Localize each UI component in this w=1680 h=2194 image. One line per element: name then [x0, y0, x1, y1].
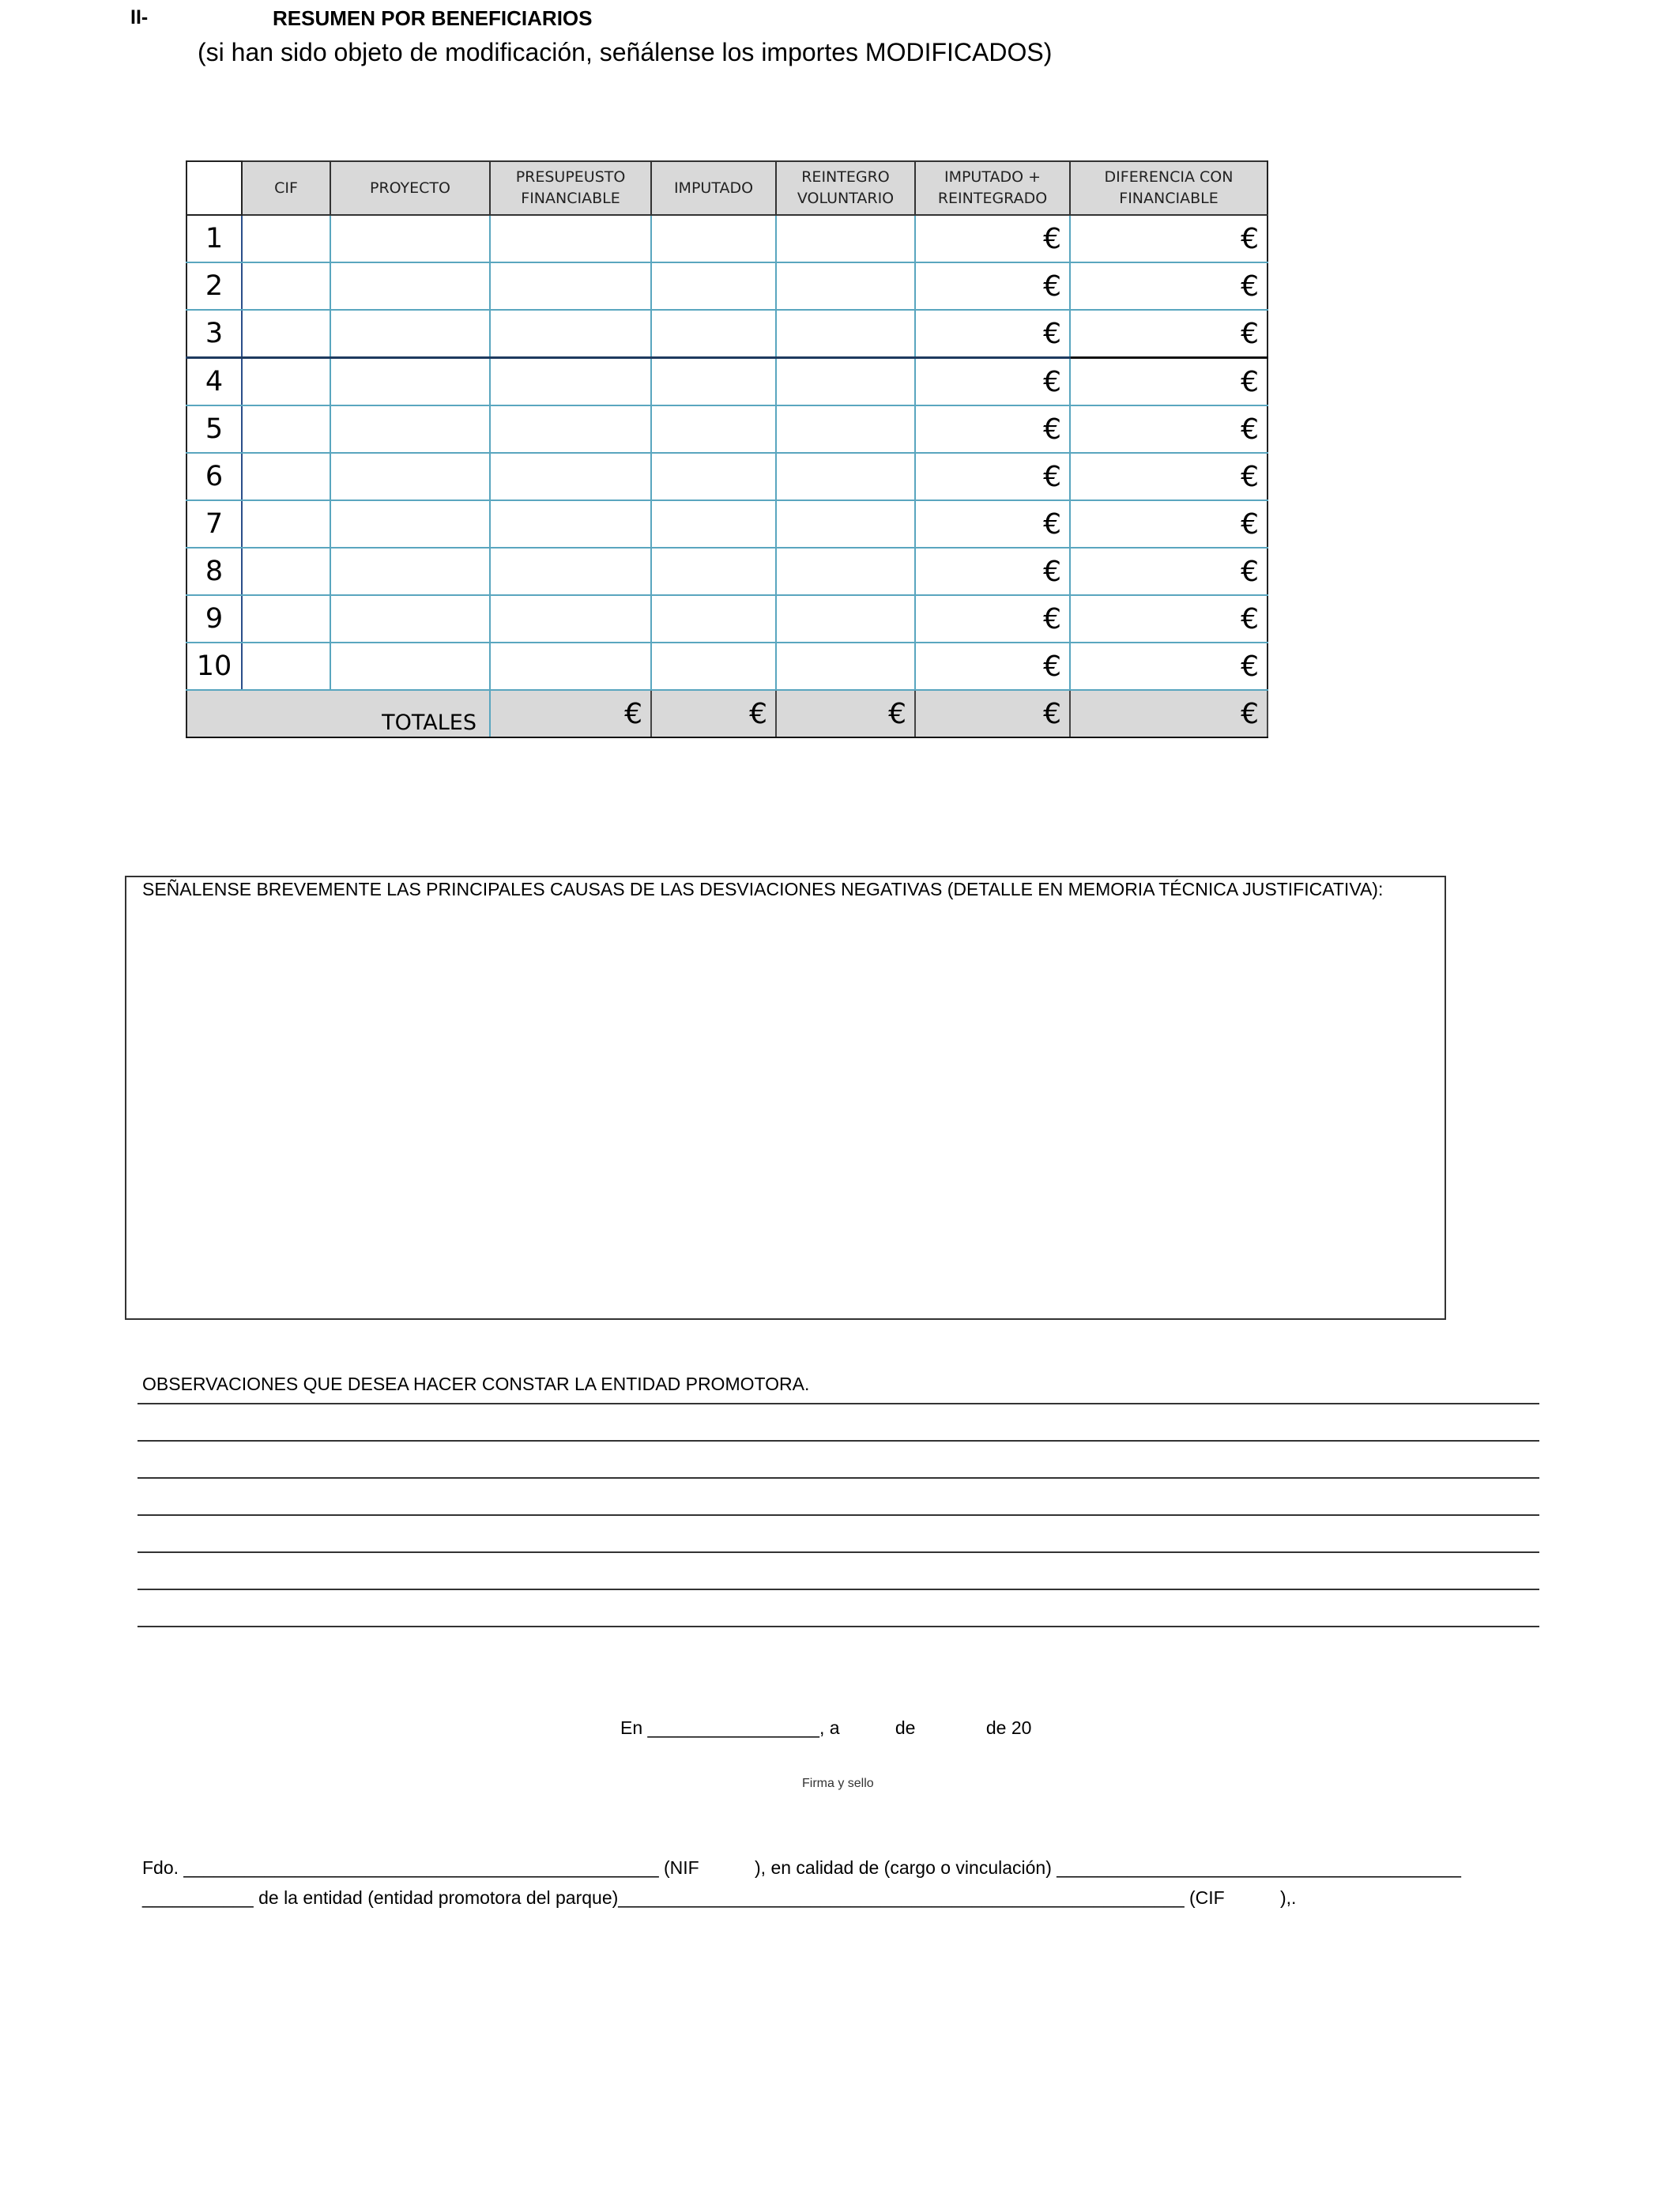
reintegro-cell[interactable] [776, 262, 915, 310]
presupuesto-cell[interactable] [490, 215, 651, 262]
diferencia-cell[interactable]: € [1070, 500, 1268, 548]
row-number: 2 [186, 262, 242, 310]
total-imputado-reintegrado[interactable]: € [915, 690, 1070, 737]
section-subtitle: (si han sido objeto de modificación, señálense los importes MODIFICADOS) [198, 38, 1053, 66]
column-header-imputado-reintegrado: IMPUTADO + REINTEGRADO [915, 161, 1070, 215]
proyecto-cell[interactable] [330, 215, 490, 262]
proyecto-cell[interactable] [330, 500, 490, 548]
proyecto-cell[interactable] [330, 358, 490, 406]
row-number: 6 [186, 453, 242, 500]
table-row [186, 548, 1268, 595]
table-row [186, 595, 1268, 643]
imputado-reintegrado-cell[interactable]: € [915, 500, 1070, 548]
row-number: 5 [186, 405, 242, 453]
reintegro-cell[interactable] [776, 643, 915, 690]
observations-line[interactable] [137, 1440, 1539, 1442]
totals-row [186, 690, 1268, 737]
proyecto-cell[interactable] [330, 595, 490, 643]
reintegro-cell[interactable] [776, 405, 915, 453]
cif-cell[interactable] [242, 453, 330, 500]
column-header-cif: CIF [242, 161, 330, 215]
imputado-reintegrado-cell[interactable]: € [915, 453, 1070, 500]
imputado-cell[interactable] [651, 453, 776, 500]
table-row [186, 358, 1268, 406]
reintegro-cell[interactable] [776, 453, 915, 500]
reintegro-cell[interactable] [776, 215, 915, 262]
causes-textbox[interactable] [125, 876, 1446, 1320]
entity-line[interactable]: ___________ de la entidad (entidad promotora del parque)________________________________________________________ (CIF ),. [142, 1887, 1297, 1908]
cif-cell[interactable] [242, 358, 330, 406]
imputado-cell[interactable] [651, 405, 776, 453]
section-number: II- [130, 6, 149, 28]
presupuesto-cell[interactable] [490, 453, 651, 500]
row-number: 4 [186, 358, 242, 406]
presupuesto-cell[interactable] [490, 405, 651, 453]
diferencia-cell[interactable]: € [1070, 215, 1268, 262]
imputado-reintegrado-cell[interactable]: € [915, 548, 1070, 595]
row-number: 1 [186, 215, 242, 262]
presupuesto-cell[interactable] [490, 310, 651, 358]
cif-cell[interactable] [242, 215, 330, 262]
observations-line[interactable] [137, 1589, 1539, 1590]
table-row [186, 453, 1268, 500]
presupuesto-cell[interactable] [490, 262, 651, 310]
column-header-imputado: IMPUTADO [651, 161, 776, 215]
total-imputado[interactable]: € [651, 690, 776, 737]
imputado-cell[interactable] [651, 358, 776, 406]
row-number: 3 [186, 310, 242, 358]
total-presupuesto[interactable]: € [490, 690, 651, 737]
column-header-index [186, 161, 242, 215]
causes-label: SEÑALENSE BREVEMENTE LAS PRINCIPALES CAUSAS DE LAS DESVIACIONES NEGATIVAS (DETALLE EN MEMORIA TÉCNICA JUSTIFICATIVA): [142, 879, 1384, 899]
diferencia-cell[interactable]: € [1070, 643, 1268, 690]
observations-line[interactable] [137, 1477, 1539, 1479]
column-header-diferencia: DIFERENCIA CON FINANCIABLE [1070, 161, 1268, 215]
signatory-line[interactable]: Fdo. _______________________________________________ (NIF ), en calidad de (cargo o vinculación) ________________________________________ [142, 1857, 1461, 1878]
imputado-reintegrado-cell[interactable]: € [915, 643, 1070, 690]
diferencia-cell[interactable]: € [1070, 358, 1268, 406]
totals-label: TOTALES [186, 690, 490, 737]
reintegro-cell[interactable] [776, 548, 915, 595]
table-row [186, 500, 1268, 548]
imputado-reintegrado-cell[interactable]: € [915, 358, 1070, 406]
imputado-reintegrado-cell[interactable]: € [915, 310, 1070, 358]
imputado-reintegrado-cell[interactable]: € [915, 405, 1070, 453]
diferencia-cell[interactable]: € [1070, 453, 1268, 500]
table-row [186, 262, 1268, 310]
presupuesto-cell[interactable] [490, 643, 651, 690]
imputado-reintegrado-cell[interactable]: € [915, 215, 1070, 262]
imputado-cell[interactable] [651, 643, 776, 690]
imputado-cell[interactable] [651, 548, 776, 595]
cif-cell[interactable] [242, 262, 330, 310]
presupuesto-cell[interactable] [490, 595, 651, 643]
table-row [186, 643, 1268, 690]
observations-line[interactable] [137, 1514, 1539, 1516]
imputado-cell[interactable] [651, 310, 776, 358]
proyecto-cell[interactable] [330, 405, 490, 453]
table-row [186, 405, 1268, 453]
cif-cell[interactable] [242, 643, 330, 690]
imputado-cell[interactable] [651, 595, 776, 643]
cif-cell[interactable] [242, 310, 330, 358]
table-row [186, 215, 1268, 262]
imputado-reintegrado-cell[interactable]: € [915, 595, 1070, 643]
column-header-proyecto: PROYECTO [330, 161, 490, 215]
diferencia-cell[interactable]: € [1070, 405, 1268, 453]
beneficiaries-table [186, 160, 1268, 738]
observations-line[interactable] [137, 1403, 1539, 1404]
observations-line[interactable] [137, 1551, 1539, 1553]
proyecto-cell[interactable] [330, 643, 490, 690]
section-title: RESUMEN POR BENEFICIARIOS [273, 6, 593, 30]
imputado-cell[interactable] [651, 500, 776, 548]
column-header-reintegro: REINTEGRO VOLUNTARIO [776, 161, 915, 215]
cif-cell[interactable] [242, 405, 330, 453]
diferencia-cell[interactable]: € [1070, 595, 1268, 643]
proyecto-cell[interactable] [330, 310, 490, 358]
proyecto-cell[interactable] [330, 262, 490, 310]
table-row [186, 310, 1268, 358]
cif-cell[interactable] [242, 548, 330, 595]
presupuesto-cell[interactable] [490, 548, 651, 595]
reintegro-cell[interactable] [776, 500, 915, 548]
observations-label: OBSERVACIONES QUE DESEA HACER CONSTAR LA ENTIDAD PROMOTORA. [142, 1374, 810, 1394]
table-header-row [186, 161, 1268, 215]
reintegro-cell[interactable] [776, 595, 915, 643]
cif-cell[interactable] [242, 500, 330, 548]
row-number: 9 [186, 595, 242, 643]
total-diferencia[interactable]: € [1070, 690, 1268, 737]
reintegro-cell[interactable] [776, 310, 915, 358]
presupuesto-cell[interactable] [490, 358, 651, 406]
proyecto-cell[interactable] [330, 548, 490, 595]
column-header-presupuesto: PRESUPEUSTO FINANCIABLE [490, 161, 651, 215]
observations-line[interactable] [137, 1626, 1539, 1627]
diferencia-cell[interactable]: € [1070, 548, 1268, 595]
presupuesto-cell[interactable] [490, 500, 651, 548]
imputado-cell[interactable] [651, 215, 776, 262]
total-reintegro[interactable]: € [776, 690, 915, 737]
diferencia-cell[interactable]: € [1070, 262, 1268, 310]
imputado-reintegrado-cell[interactable]: € [915, 262, 1070, 310]
imputado-cell[interactable] [651, 262, 776, 310]
row-number: 10 [186, 643, 242, 690]
cif-cell[interactable] [242, 595, 330, 643]
row-number: 7 [186, 500, 242, 548]
proyecto-cell[interactable] [330, 453, 490, 500]
diferencia-cell[interactable]: € [1070, 310, 1268, 358]
reintegro-cell[interactable] [776, 358, 915, 406]
signature-stamp-label: Firma y sello [802, 1777, 874, 1790]
row-number: 8 [186, 548, 242, 595]
place-date-line[interactable]: En _________________, a de de 20 [620, 1717, 1032, 1738]
